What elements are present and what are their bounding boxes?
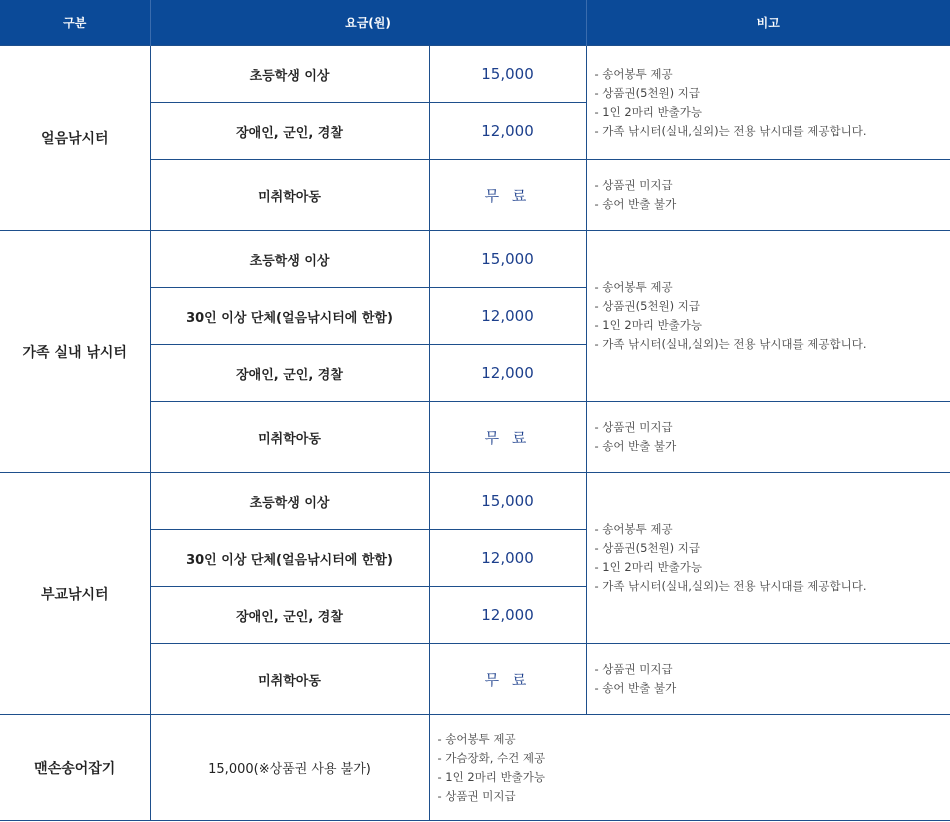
- note-line: - 1인 2마리 반출가능: [594, 318, 703, 332]
- header-note: 비고: [586, 0, 950, 46]
- price-cell: 무 료: [429, 402, 586, 473]
- price-cell: 12,000: [429, 288, 586, 345]
- note-cell: [586, 231, 950, 402]
- category-hand-catch: 맨손송어잡기: [0, 715, 150, 821]
- audience-cell: 초등학생 이상: [150, 46, 429, 103]
- audience-cell: 초등학생 이상: [150, 473, 429, 530]
- price-cell: 15,000: [429, 473, 586, 530]
- price-cell: 15,000: [429, 46, 586, 103]
- table-header-row: [0, 0, 950, 46]
- note-line: - 가족 낚시터(실내,실외)는 전용 낚시대를 제공합니다.: [594, 579, 867, 593]
- note-line: - 송어 반출 불가: [594, 681, 677, 695]
- table-row: [0, 715, 950, 821]
- header-fee: 요금(원): [150, 0, 586, 46]
- note-cell: [586, 473, 950, 644]
- note-line: - 송어봉투 제공: [437, 731, 516, 746]
- price-cell: 12,000: [429, 103, 586, 160]
- table-row: [0, 231, 950, 288]
- note-cell: [586, 46, 950, 160]
- note-line: - 송어봉투 제공: [594, 280, 673, 294]
- price-cell: 12,000: [429, 530, 586, 587]
- note-line: - 가슴장화, 수건 제공: [437, 750, 546, 765]
- audience-cell: 장애인, 군인, 경찰: [150, 103, 429, 160]
- note-line: - 상품권(5천원) 지급: [594, 299, 701, 313]
- audience-cell: 미취학아동: [150, 402, 429, 473]
- category-ice-fishing: 얼음낚시터: [0, 46, 150, 231]
- note-line: - 송어 반출 불가: [594, 197, 677, 211]
- note-line: - 상품권 미지급: [594, 178, 673, 192]
- audience-cell: 장애인, 군인, 경찰: [150, 345, 429, 402]
- note-line: - 1인 2마리 반출가능: [437, 769, 546, 784]
- note-line: - 1인 2마리 반출가능: [594, 104, 703, 119]
- note-cell: [586, 644, 950, 715]
- audience-cell: 30인 이상 단체(얼음낚시터에 한함): [150, 530, 429, 587]
- audience-cell: 장애인, 군인, 경찰: [150, 587, 429, 644]
- price-cell: 12,000: [429, 587, 586, 644]
- category-family-indoor: 가족 실내 낚시터: [0, 231, 150, 473]
- note-line: - 가족 낚시터(실내,실외)는 전용 낚시대를 제공합니다.: [594, 123, 867, 138]
- note-line: - 상품권 미지급: [594, 420, 673, 434]
- price-cell: 무 료: [429, 644, 586, 715]
- table-row: [0, 473, 950, 530]
- audience-cell: 미취학아동: [150, 644, 429, 715]
- header-category: 구분: [0, 0, 150, 46]
- note-cell: [429, 715, 950, 821]
- note-line: - 상품권(5천원) 지급: [594, 541, 701, 555]
- note-cell: [586, 402, 950, 473]
- hand-catch-price: 15,000(※상품권 사용 불가): [150, 715, 429, 821]
- note-cell: [586, 160, 950, 231]
- audience-cell: 초등학생 이상: [150, 231, 429, 288]
- audience-cell: 미취학아동: [150, 160, 429, 231]
- note-line: - 송어봉투 제공: [594, 522, 673, 536]
- category-pontoon: 부교낚시터: [0, 473, 150, 715]
- note-line: - 상품권 미지급: [437, 788, 516, 803]
- note-line: - 송어 반출 불가: [594, 439, 677, 453]
- note-line: - 송어봉투 제공: [594, 66, 673, 81]
- note-line: - 상품권 미지급: [594, 662, 673, 676]
- price-cell: 15,000: [429, 231, 586, 288]
- price-cell: 12,000: [429, 345, 586, 402]
- note-line: - 1인 2마리 반출가능: [594, 560, 703, 574]
- note-line: - 가족 낚시터(실내,실외)는 전용 낚시대를 제공합니다.: [594, 337, 867, 351]
- audience-cell: 30인 이상 단체(얼음낚시터에 한함): [150, 288, 429, 345]
- table-row: [0, 46, 950, 103]
- note-line: - 상품권(5천원) 지급: [594, 85, 701, 100]
- price-cell: 무 료: [429, 160, 586, 231]
